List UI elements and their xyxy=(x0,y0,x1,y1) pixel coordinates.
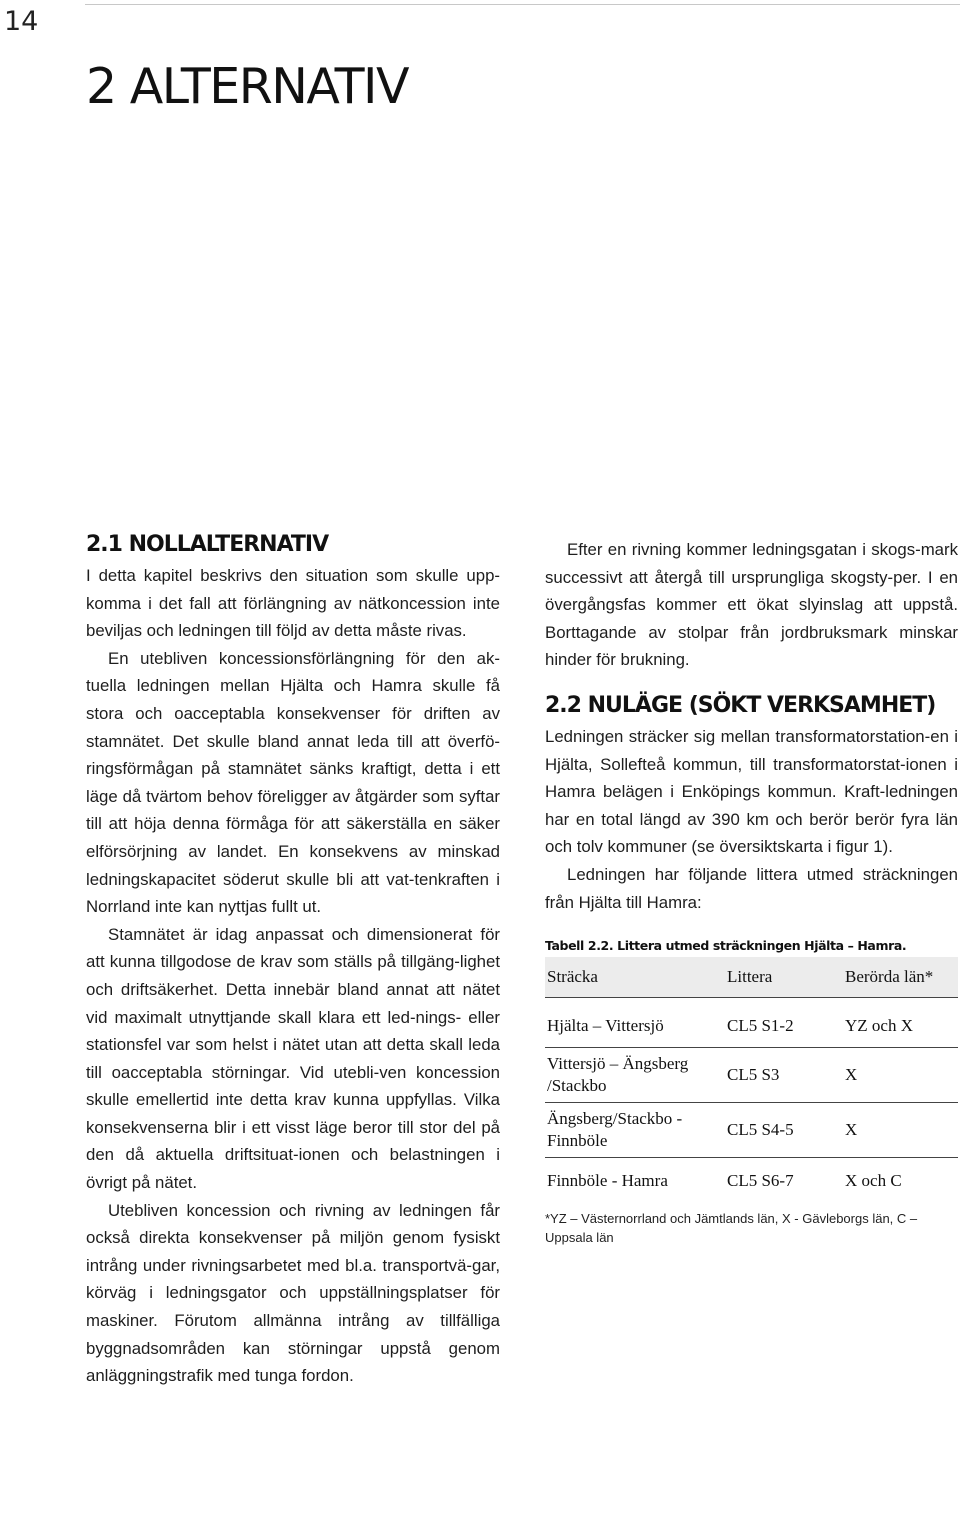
table-cell: Hjälta – Vittersjö xyxy=(545,998,725,1048)
table-cell: X xyxy=(843,1103,958,1158)
table-cell: Ängsberg/Stackbo - Finnböle xyxy=(545,1103,725,1158)
section-heading-nulage: 2.2 NULÄGE (SÖKT VERKSAMHET) xyxy=(545,692,936,718)
left-column xyxy=(86,528,500,1390)
table-row xyxy=(545,1158,958,1202)
table-cell: Finnböle - Hamra xyxy=(547,1171,668,1191)
column-header-berorda-lan: Berörda län* xyxy=(843,957,958,998)
table-cell: CL5 S1-2 xyxy=(725,998,843,1048)
paragraph: I detta kapitel beskrivs den situation som skulle upp-komma i det fall att förlängning av nätkoncession inte beviljas och ledningen till följd av detta måste rivas. xyxy=(86,566,500,641)
paragraph: Efter en rivning kommer ledningsgatan i skogs-mark successivt att återgå till ursprungliga skogsty-per. I en övergångsfas kommer ett ökat slyinslag att uppstå. Borttagande av stolpar från jordbruksmark minskar hinder för brukning. xyxy=(545,540,958,670)
table-cell: CL5 S3 xyxy=(725,1048,843,1103)
table-row xyxy=(545,1048,958,1103)
section-heading-nollalternativ: 2.1 NOLLALTERNATIV xyxy=(86,532,329,557)
table-caption: Tabell 2.2. Littera utmed sträckningen Hjälta – Hamra. xyxy=(545,938,907,954)
paragraph: Ledningen har följande littera utmed sträckningen från Hjälta till Hamra: xyxy=(545,864,958,912)
page-number: 14 xyxy=(4,6,39,37)
table-cell: CL5 S4-5 xyxy=(725,1103,843,1158)
table-cell: YZ och X xyxy=(843,998,958,1048)
littera-table xyxy=(545,957,958,1201)
paragraph: Utebliven koncession och rivning av ledningen får också direkta konsekvenser på miljön genom fysiskt intrång under rivningsarbetet med bl.a. transportvä-gar, körväg i ledningsgator och uppställningsplatser för maskiner. Förutom allmänna intrång av tillfälliga byggnadsområden kan störningar uppstå genom anläggningstrafik med tunga fordon. xyxy=(86,1200,500,1386)
table-cell: X xyxy=(843,1048,958,1103)
column-header-stracka: Sträcka xyxy=(545,957,725,998)
paragraph: Ledningen sträcker sig mellan transformatorstation-en i Hjälta, Sollefteå kommun, till transformatorstat-ionen i Hamra belägen i Enköpings kommun. Kraft-ledningen har en total längd av 390 km och berör berör fyra län och tolv kommuner (se översiktskarta i figur 1). xyxy=(545,726,958,857)
right-column xyxy=(545,528,958,1247)
paragraph: En utebliven koncessionsförlängning för den ak-tuella ledningen mellan Hjälta och Hamra skulle få stora och oacceptabla konsekvenser för driften av stamnätet. Det skulle bland annat leda till att överfö-ringsförmågan på stamnätet sänks kraftigt, detta i ett läge då tvärtom behov föreligger av åtgärder som syftar till att höja denna förmåga för att säkerställa en säker elförsörjning av landet. En konsekvens av minskad ledningskapacitet söderut skulle bli att vat-tenkraften i Norrland inte kan nyttjas fullt ut. xyxy=(86,648,500,917)
paragraph: Stamnätet är idag anpassat och dimensionerat för att kunna tillgodose de krav som ställs på tillgäng-lighet och driftsäkerhet. Detta innebär bland annat att nätet vid maximalt utnyttjande skall klara ett led-nings- eller stationsfel var som helst i nätet utan att detta skall leda till oacceptabla störningar. Vid utebli-ven koncession skulle emellertid inte detta krav kunna uppfyllas. Vilka konsekvenserna blir i ett visst läge beror till stor del på den då aktuella driftsituat-ionen och belastningen i övrigt på nätet. xyxy=(86,924,500,1193)
table-footnote: *YZ – Västernorrland och Jämtlands län, X - Gävleborgs län, C – Uppsala län xyxy=(545,1211,918,1246)
table-header-row xyxy=(545,957,958,998)
table-cell: Vittersjö – Ängsberg /Stackbo xyxy=(545,1048,725,1103)
table-row xyxy=(545,1103,958,1158)
table-cell: X och C xyxy=(845,1171,902,1191)
top-rule xyxy=(85,4,960,5)
chapter-title: 2 ALTERNATIV xyxy=(86,58,409,115)
table-cell: CL5 S6-7 xyxy=(727,1171,794,1191)
column-header-littera: Littera xyxy=(725,957,843,998)
table-row xyxy=(545,998,958,1048)
